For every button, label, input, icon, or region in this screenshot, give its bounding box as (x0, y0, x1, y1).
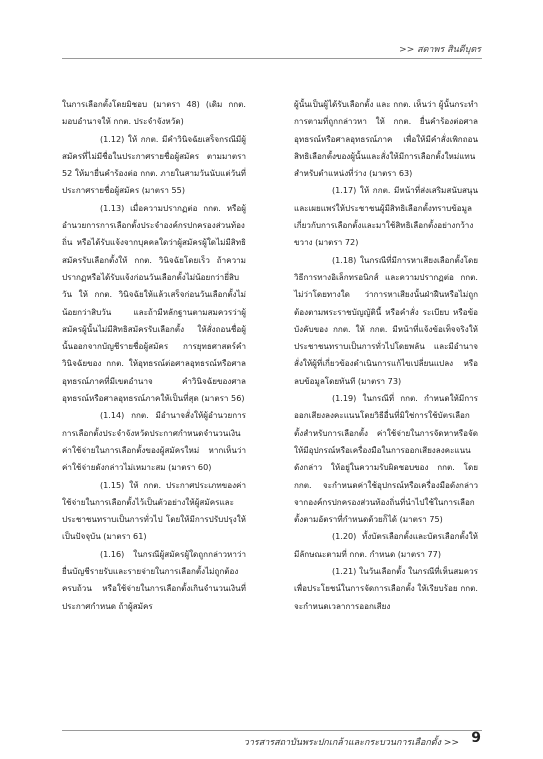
paragraph: (1.16) ในกรณีผู้สมัครผู้ใดถูกกล่าวหาว่า ยื่นบัญชีรายรับและรายจ่ายในการเลือกตั้งไม่ถูกต้องครบถ้วน หรือใช้จ่ายในการเลือกตั้งเกินจำนวนเงินที่ประกาศกำหนด ถ้าผู้สมัคร (62, 548, 246, 611)
page-number: 9 (471, 730, 481, 746)
paragraph: ผู้นั้นเป็นผู้ได้รับเลือกตั้ง และ กกต. เห็นว่า ผู้นั้นกระทำการตามที่ถูกกล่าวหา ให้ กกต. ยื่นคำร้องต่อศาลอุทธรณ์หรือศาลอุทธรณ์ภาค เพื่อให้มีคำสั่งเพิกถอนสิทธิเลือกตั้งของผู้นั้นและสั่งให้มีการเลือกตั้งใหม่แทนสำหรับตำแหน่งที่ว่าง (มาตรา 63) (294, 99, 478, 179)
paragraph: (1.13) เมื่อความปรากฏต่อ กกต. หรือผู้อำนวยการการเลือกตั้งประจำองค์กรปกครองส่วนท้องถิ่น หรือได้รับแจ้งจากบุคคลใดว่าผู้สมัครผู้ใดไม่มีสิทธิสมัครรับเลือกตั้งให้ กกต. วินิจฉัยโดยเร็ว ถ้าความปรากฏหรือได้รับแจ้งก่อนวันเลือกตั้งไม่น้อยกว่ายี่สิบวัน ให้ กกต. วินิจฉัยให้แล้วเสร็จก่อนวันเลือกตั้งไม่น้อยกว่าสิบวัน และถ้ามีหลักฐานตามสมควรว่าผู้สมัครผู้นั้นไม่มีสิทธิสมัครรับเลือกตั้ง ให้สั่งถอนชื่อผู้นั้นออกจากบัญชีรายชื่อผู้สมัคร การยุทธศาสตร์คำวินิจฉัยของ กกต. ให้อุทธรณ์ต่อศาลอุทธรณ์หรือศาลอุทธรณ์ภาคที่มีเขตอำนาจ คำวินิจฉัยของศาลอุทธรณ์หรือศาลอุทธรณ์ภาคให้เป็นที่สุด (มาตรา 56) (62, 202, 246, 404)
paragraph: (1.21) ในวันเลือกตั้ง ในกรณีที่เห็นสมควรเพื่อประโยชน์ในการจัดการเลือกตั้ง ให้เรียบร้อย กกต. จะกำหนดเวลาการออกเสียง (294, 566, 478, 611)
footer-rule (62, 730, 482, 731)
footer-journal-title: วารสารสถาบันพระปกเกล้าและกระบวนการเลือกตั้ง >> (243, 738, 459, 748)
paragraph: (1.15) ให้ กกต. ประกาศประเภทของค่าใช้จ่ายในการเลือกตั้งไว้เป็นตัวอย่างให้ผู้สมัครและประชาชนทราบเป็นการทั่วไป โดยให้มีการปรับปรุงให้เป็นปัจจุบัน (มาตรา 61) (62, 479, 246, 542)
paragraph: (1.12) ให้ กกต. มีคำวินิจฉัยเสร็จกรณีมีผู้สมัครที่ไม่มีชื่อในประกาศรายชื่อผู้สมัคร ตามมาตรา 52 ให้มายื่นคำร้องต่อ กกต. ภายในสามวันนับแต่วันที่ประกาศรายชื่อผู้สมัคร (มาตรา 55) (62, 133, 246, 196)
left-text-column (62, 96, 246, 615)
right-text-column (294, 96, 478, 615)
paragraph: (1.17) ให้ กกต. มีหน้าที่ส่งเสริมสนับสนุนและเผยแพร่ให้ประชาชนผู้มีสิทธิเลือกตั้งทราบข้อมูลเกี่ยวกับการเลือกตั้งและมาใช้สิทธิเลือกตั้งอย่างกว้างขวาง (มาตรา 72) (294, 185, 478, 248)
paragraph: (1.14) กกต. มีอำนาจสั่งให้ผู้อำนวยการการเลือกตั้งประจำจังหวัดประกาศกำหนดจำนวนเงินค่าใช้จ่ายในการเลือกตั้งของผู้สมัครใหม่ หากเห็นว่าค่าใช้จ่ายดังกล่าวไม่เหมาะสม (มาตรา 60) (62, 410, 246, 473)
paragraph: (1.20) ทั้งบัตรเลือกตั้งและบัตรเลือกตั้งให้มีลักษณะตามที่ กกต. กำหนด (มาตรา 77) (294, 531, 478, 559)
header-rule (62, 58, 482, 59)
paragraph: ในการเลือกตั้งโดยมิชอบ (มาตรา 48) (เดิม กกต. มอบอำนาจให้ กกต. ประจำจังหวัด) (62, 99, 246, 127)
paragraph: (1.19) ในกรณีที่ กกต. กำหนดให้มีการออกเสียงลงคะแนนโดยวิธีอื่นที่มิใช่การใช้บัตรเลือกตั้งสำหรับการเลือกตั้ง ค่าใช้จ่ายในการจัดหาหรือจัดให้มีอุปกรณ์หรือเครื่องมือในการออกเสียงลงคะแนนดังกล่าว ให้อยู่ในความรับผิดชอบของ กกต. โดย กกต. จะกำหนดค่าใช้อุปกรณ์หรือเครื่องมือดังกล่าวจากองค์กรปกครองส่วนท้องถิ่นที่นำไปใช้ในการเลือกตั้งตามอัตราที่กำหนดด้วยก็ได้ (มาตรา 75) (294, 393, 478, 525)
paragraph: (1.18) ในกรณีที่มีการหาเสียงเลือกตั้งโดยวิธีการทางอิเล็กทรอนิกส์ และความปรากฏต่อ กกต. ไม่ว่าโดยทางใด ว่าการหาเสียงนั้นฝ่าฝืนหรือไม่ถูกต้องตามพระราชบัญญัตินี้ หรือคำสั่ง ระเบียบ หรือข้อบังคับของ กกต. ให้ กกต. มีหน้าที่แจ้งข้อเท็จจริงให้ประชาชนทราบเป็นการทั่วไปโดยพลัน และมีอำนาจสั่งให้ผู้ที่เกี่ยวข้องดำเนินการแก้ไขเปลี่ยนแปลง หรือลบข้อมูลโดยทันที (มาตรา 73) (294, 254, 478, 386)
running-header-text: >> สดาพร สินดีบุตร (399, 45, 481, 55)
